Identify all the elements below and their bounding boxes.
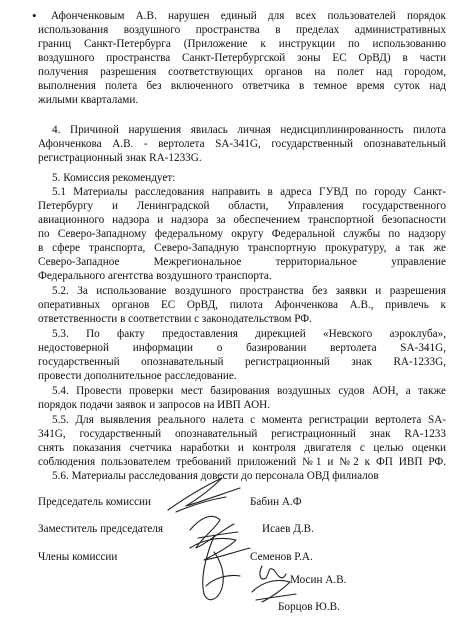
- para-5-1-line-3: авиационного надзора и надзора за обеспечением транспортной безопасности: [38, 214, 446, 226]
- signature-deputy: [190, 516, 238, 548]
- para-5-5-line-2: 341G, государственный опознавательный регистрационный знак RA-1233: [38, 428, 446, 440]
- para-5-2-line-1: 5.2. За использование воздушного пространства без заявки и разрешения: [52, 285, 446, 297]
- para-4-line-1: 4. Причиной нарушения явилась личная недисциплинированность пилота: [52, 124, 446, 136]
- section-5-heading: 5. Комиссия рекомендует:: [52, 172, 176, 184]
- para-5-4-line-2: порядок подачи заявок и запросов на ИВП АОН.: [38, 399, 271, 411]
- para-5-2-line-2: оперативных органов ЕС ОрВД, пилота Афонченкова А.В., привлечь к: [38, 299, 446, 311]
- signature-chairman: [168, 478, 240, 512]
- member-1-name: Семенов Р.А.: [250, 551, 313, 563]
- bullet-mark: •: [32, 8, 37, 23]
- para-5-1-line-7: Федерального агентства воздушного транспорта.: [38, 270, 272, 282]
- para-5-3-line-3: государственный опознавательный регистрационный знак RA-1233G,: [38, 356, 446, 368]
- para-1-line-2: использования воздушного пространства в пределах административных: [38, 24, 446, 36]
- members-role: Члены комиссии: [38, 551, 118, 563]
- para-5-1-line-2: Петербургу и Ленинградской области, Управления государственного: [38, 200, 446, 212]
- para-5-5-line-4: соблюдения пользователем требований приложений №1 и №2 к ФП ИВП РФ.: [38, 456, 446, 468]
- para-1-line-7: жилыми кварталами.: [38, 94, 139, 106]
- para-5-6-line-1: 5.6. Материалы расследования довести до персонала ОВД филиалов: [52, 470, 379, 482]
- para-5-3-line-4: провести дополнительное расследование.: [38, 370, 237, 382]
- member-2-name: Мосин А.В.: [290, 574, 347, 586]
- chairman-role: Председатель комиссии: [38, 496, 152, 508]
- para-1-line-6: выполнения полета без включенного ответчика в темное время суток над: [38, 80, 446, 92]
- para-1-line-5: получения разрешения соответствующих органов на полет над городом,: [38, 66, 446, 78]
- chairman-name: Бабин А.Ф: [250, 496, 302, 508]
- para-1-line-1: Афонченковым А.В. нарушен единый для всех пользователей порядок: [51, 10, 446, 22]
- signature-member-1: [190, 538, 250, 560]
- para-5-1-line-5: в сфере транспорта, Северо-Западную транспортную прокуратуру, а так же: [38, 242, 446, 254]
- deputy-role: Заместитель председателя: [38, 523, 164, 535]
- member-3-name: Борцов Ю.В.: [278, 601, 340, 613]
- para-1-line-3: границ Санкт-Петербурга (Приложение к инструкции по использованию: [38, 38, 446, 50]
- para-5-5-line-1: 5.5. Для выявления реального налета с момента регистрации вертолета SA-: [52, 414, 446, 426]
- para-5-4-line-1: 5.4. Провести проверки мест базирования воздушных судов АОН, а также: [52, 385, 446, 397]
- signature-member-2: [260, 566, 286, 579]
- para-1-line-4: воздушного пространства Санкт-Петербургской зоны ЕС ОрВД) в части: [38, 52, 446, 64]
- deputy-name: Исаев Д.В.: [262, 523, 314, 535]
- para-4-line-3: регистрационный знак RA-1233G.: [38, 152, 202, 164]
- para-5-1-line-6: Северо-Западное Межрегиональное территориальное управление: [38, 256, 446, 268]
- para-5-3-line-2: недостоверной информации о базировании вертолета SA-341G,: [38, 342, 446, 354]
- para-5-5-line-3: снять показания счетчика наработки и контроля двигателя с целью оценки: [38, 442, 446, 454]
- para-5-1-line-4: по Северо-Западному федеральному округу Федеральной службы по надзору: [38, 228, 446, 240]
- para-5-1-line-1: 5.1 Материалы расследования направить в адреса ГУВД по городу Санкт-: [52, 186, 446, 198]
- para-4-line-2: Афонченкова А.В. - вертолета SA-341G, государственный опознавательный: [38, 138, 446, 150]
- para-5-2-line-3: ответственности в соответствии с законодательством РФ.: [38, 313, 312, 325]
- signature-members-loop: [203, 536, 240, 600]
- para-5-3-line-1: 5.3. По факту предоставления дирекцией «Невского аэроклуба»,: [52, 328, 446, 340]
